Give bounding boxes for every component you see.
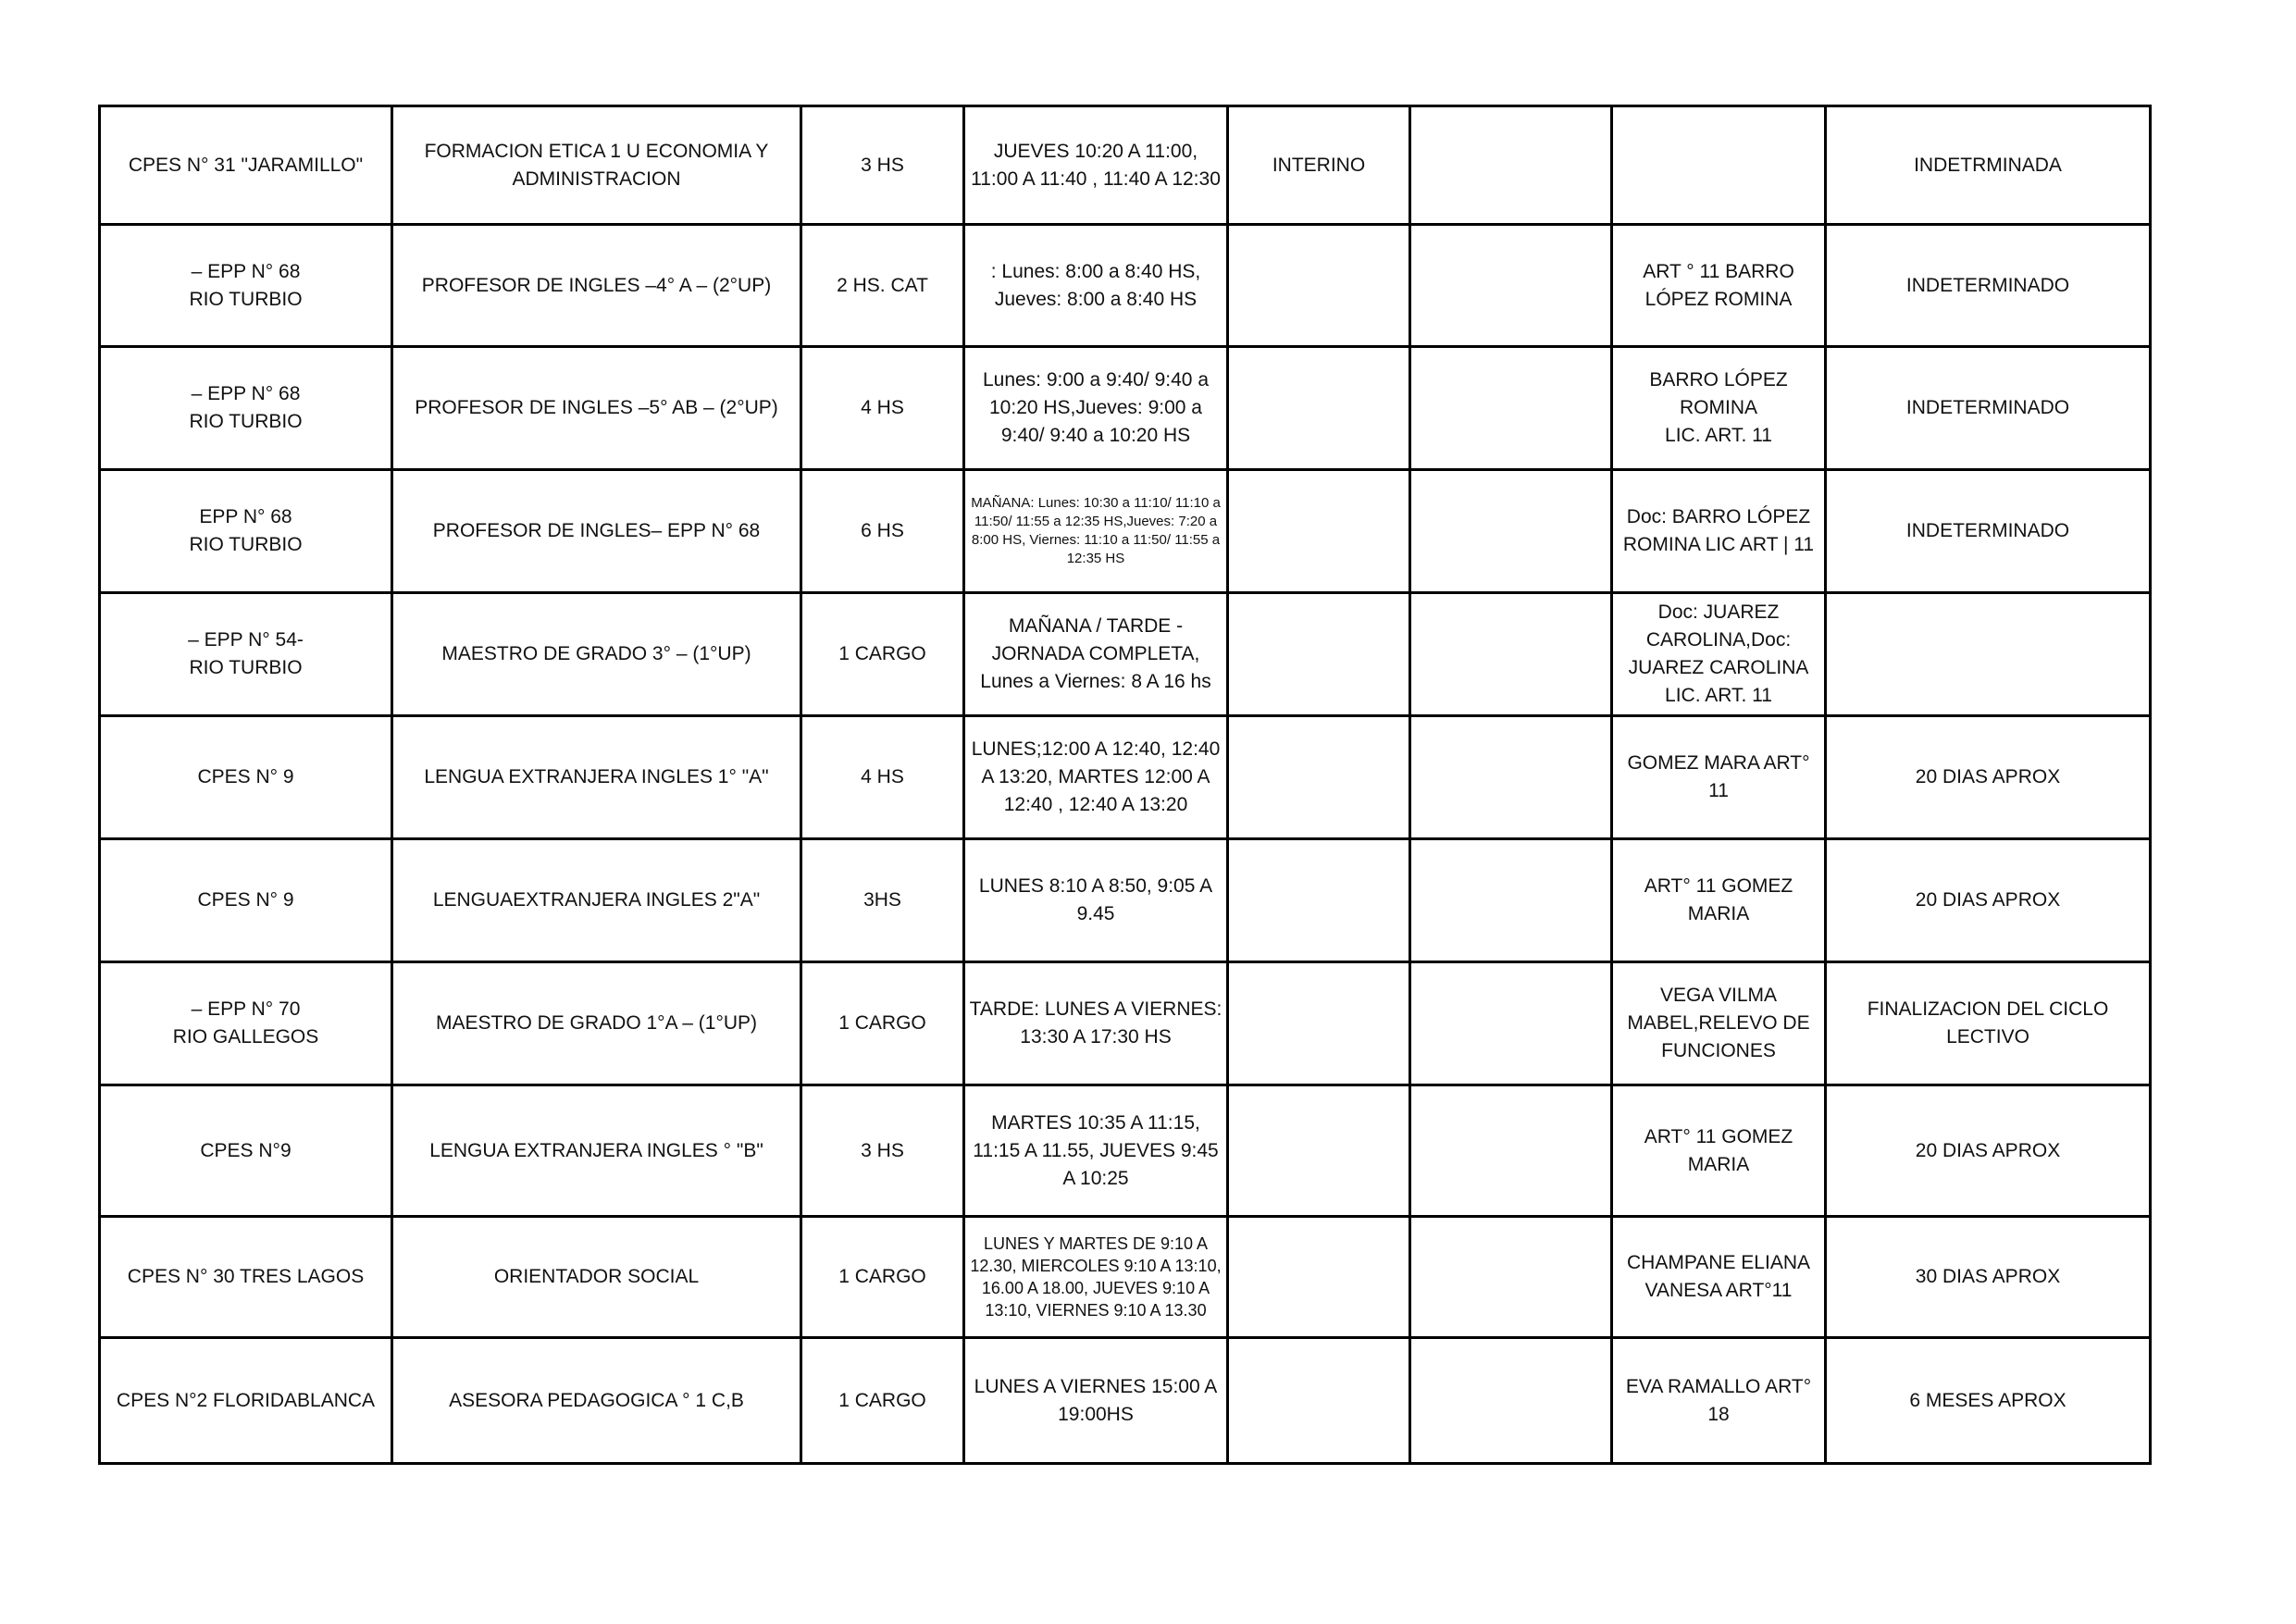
table-row	[100, 470, 2151, 593]
replaces-cell: ART ° 11 BARRO LÓPEZ ROMINA	[1612, 225, 1826, 347]
schedule-cell: LUNES A VIERNES 15:00 A 19:00HS	[964, 1338, 1228, 1464]
school-cell: – EPP N° 54- RIO TURBIO	[100, 593, 392, 716]
hours-cell: 1 CARGO	[801, 1338, 964, 1464]
replaces-cell: EVA RAMALLO ART° 18	[1612, 1338, 1826, 1464]
schedule-cell: LUNES Y MARTES DE 9:10 A 12.30, MIERCOLES 9:10 A 13:10, 16.00 A 18.00, JUEVES 9:10 A 13:10, VIERNES 9:10 A 13.30	[964, 1217, 1228, 1338]
hours-cell: 1 CARGO	[801, 1217, 964, 1338]
duration-cell: INDETERMINADO	[1826, 347, 2151, 470]
school-cell: CPES N°2 FLORIDABLANCA	[100, 1338, 392, 1464]
table-row	[100, 347, 2151, 470]
extra-cell	[1410, 347, 1612, 470]
extra-cell	[1410, 1085, 1612, 1217]
hours-cell: 1 CARGO	[801, 962, 964, 1085]
hours-cell: 1 CARGO	[801, 593, 964, 716]
extra-cell	[1410, 839, 1612, 962]
school-cell: CPES N° 31 "JARAMILLO"	[100, 106, 392, 225]
subject-cell: LENGUA EXTRANJERA INGLES 1° "A"	[392, 716, 801, 839]
status-cell	[1228, 962, 1410, 1085]
school-cell: EPP N° 68 RIO TURBIO	[100, 470, 392, 593]
status-cell	[1228, 1338, 1410, 1464]
status-cell	[1228, 593, 1410, 716]
status-cell: INTERINO	[1228, 106, 1410, 225]
school-cell: CPES N° 9	[100, 716, 392, 839]
table-row	[100, 225, 2151, 347]
table-body	[100, 106, 2151, 1464]
subject-cell: PROFESOR DE INGLES –5° AB – (2°UP)	[392, 347, 801, 470]
table-row	[100, 716, 2151, 839]
subject-cell: LENGUA EXTRANJERA INGLES ° "B"	[392, 1085, 801, 1217]
table-row	[100, 106, 2151, 225]
hours-cell: 3 HS	[801, 106, 964, 225]
schedule-cell: LUNES;12:00 A 12:40, 12:40 A 13:20, MARTES 12:00 A 12:40 , 12:40 A 13:20	[964, 716, 1228, 839]
extra-cell	[1410, 106, 1612, 225]
vacancy-table	[98, 105, 2152, 1465]
extra-cell	[1410, 225, 1612, 347]
table-row	[100, 1217, 2151, 1338]
subject-cell: MAESTRO DE GRADO 1°A – (1°UP)	[392, 962, 801, 1085]
subject-cell: ORIENTADOR SOCIAL	[392, 1217, 801, 1338]
replaces-cell: ART° 11 GOMEZ MARIA	[1612, 1085, 1826, 1217]
hours-cell: 6 HS	[801, 470, 964, 593]
schedule-cell: MAÑANA: Lunes: 10:30 a 11:10/ 11:10 a 11:50/ 11:55 a 12:35 HS,Jueves: 7:20 a 8:00 HS, Viernes: 11:10 a 11:50/ 11:55 a 12:35 HS	[964, 470, 1228, 593]
replaces-cell: CHAMPANE ELIANA VANESA ART°11	[1612, 1217, 1826, 1338]
hours-cell: 4 HS	[801, 716, 964, 839]
schedule-cell: Lunes: 9:00 a 9:40/ 9:40 a 10:20 HS,Jueves: 9:00 a 9:40/ 9:40 a 10:20 HS	[964, 347, 1228, 470]
hours-cell: 4 HS	[801, 347, 964, 470]
extra-cell	[1410, 593, 1612, 716]
duration-cell: 20 DIAS APROX	[1826, 839, 2151, 962]
status-cell	[1228, 1085, 1410, 1217]
duration-cell: INDETERMINADO	[1826, 225, 2151, 347]
school-cell: – EPP N° 70 RIO GALLEGOS	[100, 962, 392, 1085]
status-cell	[1228, 347, 1410, 470]
table-row	[100, 1338, 2151, 1464]
subject-cell: PROFESOR DE INGLES– EPP N° 68	[392, 470, 801, 593]
duration-cell: 30 DIAS APROX	[1826, 1217, 2151, 1338]
duration-cell: 6 MESES APROX	[1826, 1338, 2151, 1464]
hours-cell: 3HS	[801, 839, 964, 962]
table-row	[100, 962, 2151, 1085]
schedule-cell: LUNES 8:10 A 8:50, 9:05 A 9.45	[964, 839, 1228, 962]
table-row	[100, 839, 2151, 962]
duration-cell: 20 DIAS APROX	[1826, 716, 2151, 839]
replaces-cell: Doc: BARRO LÓPEZ ROMINA LIC ART | 11	[1612, 470, 1826, 593]
subject-cell: PROFESOR DE INGLES –4° A – (2°UP)	[392, 225, 801, 347]
duration-cell: FINALIZACION DEL CICLO LECTIVO	[1826, 962, 2151, 1085]
table-row	[100, 1085, 2151, 1217]
extra-cell	[1410, 716, 1612, 839]
extra-cell	[1410, 470, 1612, 593]
status-cell	[1228, 839, 1410, 962]
replaces-cell: GOMEZ MARA ART° 11	[1612, 716, 1826, 839]
subject-cell: LENGUAEXTRANJERA INGLES 2"A"	[392, 839, 801, 962]
school-cell: – EPP N° 68 RIO TURBIO	[100, 347, 392, 470]
extra-cell	[1410, 1338, 1612, 1464]
hours-cell: 3 HS	[801, 1085, 964, 1217]
schedule-cell: : Lunes: 8:00 a 8:40 HS, Jueves: 8:00 a 8:40 HS	[964, 225, 1228, 347]
schedule-cell: MAÑANA / TARDE - JORNADA COMPLETA, Lunes a Viernes: 8 A 16 hs	[964, 593, 1228, 716]
replaces-cell	[1612, 106, 1826, 225]
status-cell	[1228, 1217, 1410, 1338]
status-cell	[1228, 470, 1410, 593]
school-cell: – EPP N° 68 RIO TURBIO	[100, 225, 392, 347]
schedule-cell: TARDE: LUNES A VIERNES: 13:30 A 17:30 HS	[964, 962, 1228, 1085]
replaces-cell: BARRO LÓPEZ ROMINA LIC. ART. 11	[1612, 347, 1826, 470]
school-cell: CPES N°9	[100, 1085, 392, 1217]
replaces-cell: VEGA VILMA MABEL,RELEVO DE FUNCIONES	[1612, 962, 1826, 1085]
duration-cell: INDETRMINADA	[1826, 106, 2151, 225]
school-cell: CPES N° 9	[100, 839, 392, 962]
duration-cell	[1826, 593, 2151, 716]
schedule-cell: JUEVES 10:20 A 11:00, 11:00 A 11:40 , 11:40 A 12:30	[964, 106, 1228, 225]
hours-cell: 2 HS. CAT	[801, 225, 964, 347]
schedule-cell: MARTES 10:35 A 11:15, 11:15 A 11.55, JUEVES 9:45 A 10:25	[964, 1085, 1228, 1217]
replaces-cell: Doc: JUAREZ CAROLINA,Doc: JUAREZ CAROLINA LIC. ART. 11	[1612, 593, 1826, 716]
school-cell: CPES N° 30 TRES LAGOS	[100, 1217, 392, 1338]
subject-cell: ASESORA PEDAGOGICA ° 1 C,B	[392, 1338, 801, 1464]
status-cell	[1228, 716, 1410, 839]
subject-cell: FORMACION ETICA 1 U ECONOMIA Y ADMINISTRACION	[392, 106, 801, 225]
extra-cell	[1410, 1217, 1612, 1338]
duration-cell: 20 DIAS APROX	[1826, 1085, 2151, 1217]
table-row	[100, 593, 2151, 716]
replaces-cell: ART° 11 GOMEZ MARIA	[1612, 839, 1826, 962]
subject-cell: MAESTRO DE GRADO 3° – (1°UP)	[392, 593, 801, 716]
status-cell	[1228, 225, 1410, 347]
extra-cell	[1410, 962, 1612, 1085]
duration-cell: INDETERMINADO	[1826, 470, 2151, 593]
